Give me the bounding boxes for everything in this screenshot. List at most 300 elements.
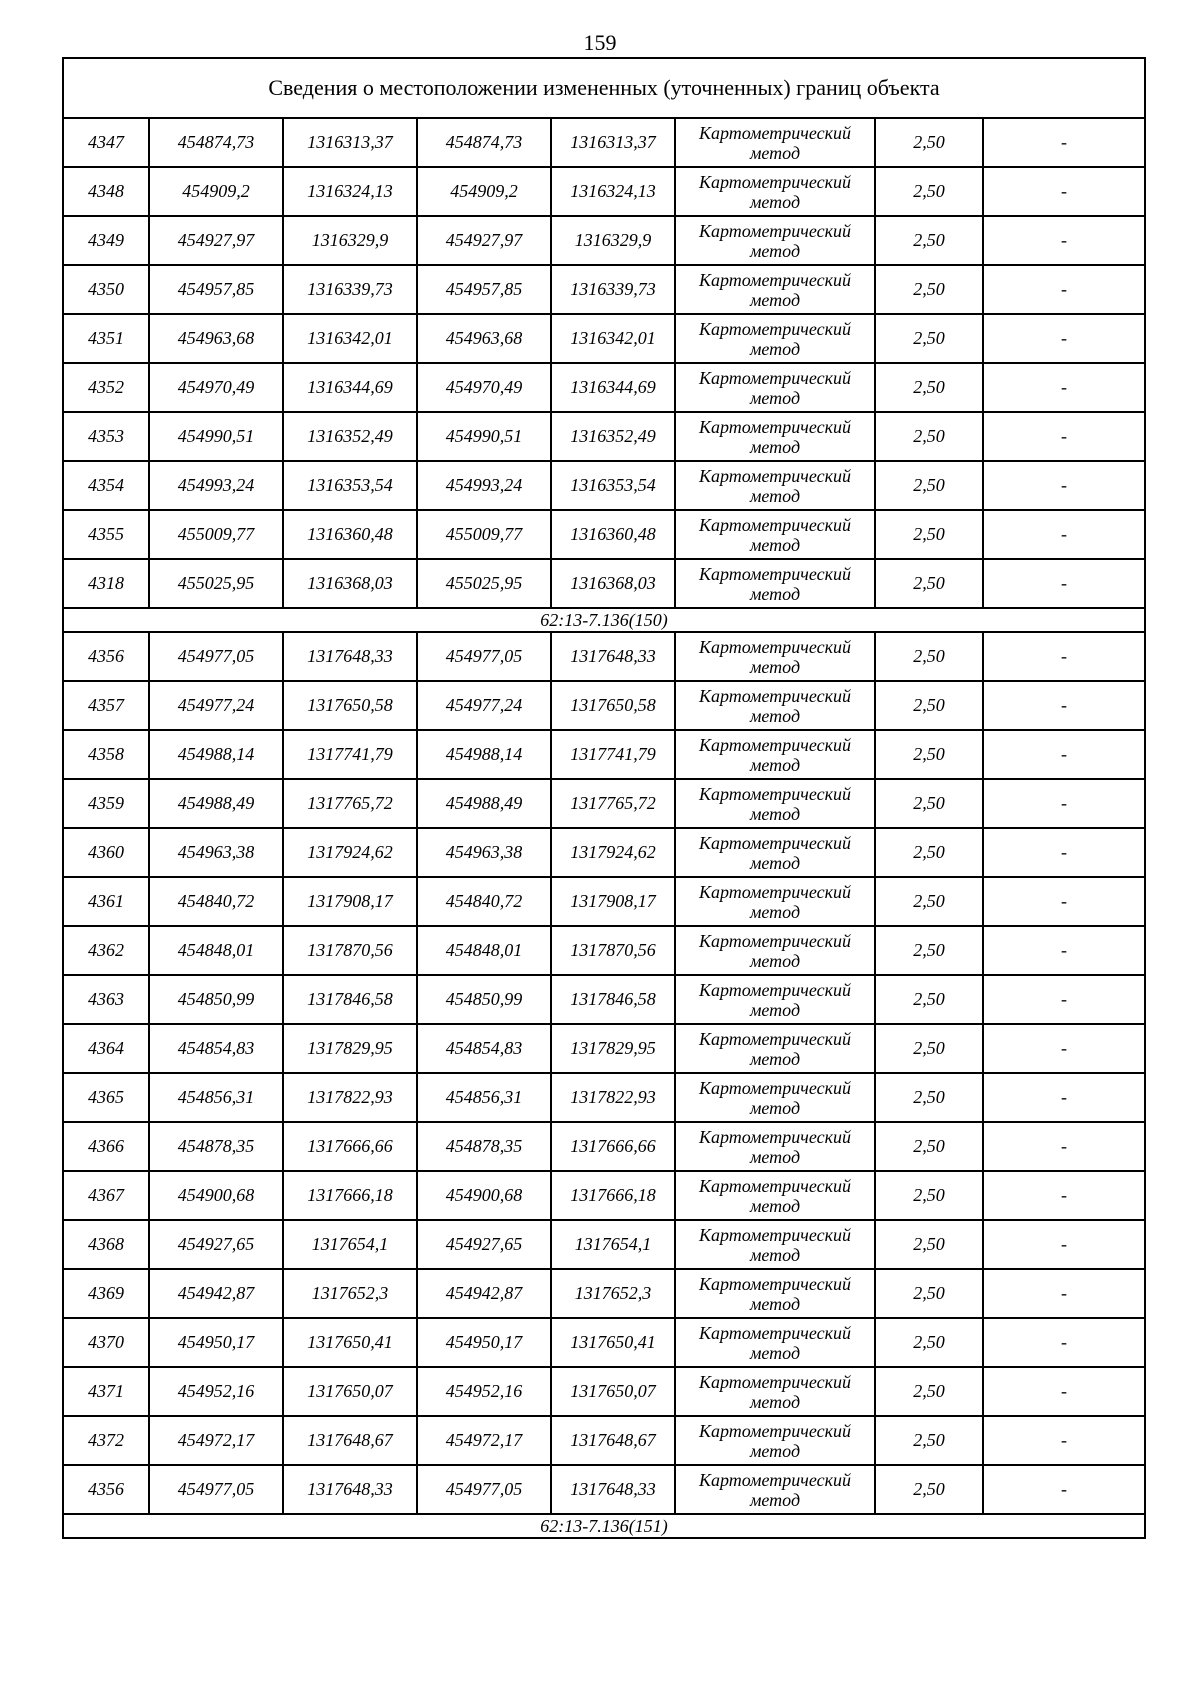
point-number-cell: 4354 xyxy=(63,461,149,510)
table-row xyxy=(63,314,1145,363)
x-new-cell: 454988,49 xyxy=(417,779,551,828)
x-existing-cell: 454963,38 xyxy=(149,828,283,877)
x-existing-cell: 454970,49 xyxy=(149,363,283,412)
y-existing-cell: 1317648,67 xyxy=(283,1416,417,1465)
table-row xyxy=(63,1367,1145,1416)
description-cell: - xyxy=(983,1318,1145,1367)
method-line-2: метод xyxy=(749,387,801,408)
method-cell xyxy=(675,510,875,559)
table-row xyxy=(63,877,1145,926)
method-line-1: Картометрический xyxy=(698,685,851,706)
x-new-cell: 454850,99 xyxy=(417,975,551,1024)
table-row xyxy=(63,1073,1145,1122)
accuracy-cell: 2,50 xyxy=(875,926,983,975)
description-cell: - xyxy=(983,461,1145,510)
description-cell: - xyxy=(983,681,1145,730)
method-line-2: метод xyxy=(749,1244,801,1265)
x-existing-cell: 454927,65 xyxy=(149,1220,283,1269)
x-new-cell: 454970,49 xyxy=(417,363,551,412)
table-row xyxy=(63,1171,1145,1220)
y-new-cell: 1316368,03 xyxy=(551,559,675,608)
table-row xyxy=(63,216,1145,265)
y-new-cell: 1316342,01 xyxy=(551,314,675,363)
method-line-1: Картометрический xyxy=(698,1175,851,1196)
description-cell: - xyxy=(983,1367,1145,1416)
table-row xyxy=(63,412,1145,461)
method-line-1: Картометрический xyxy=(698,1469,851,1490)
point-number-cell: 4361 xyxy=(63,877,149,926)
y-existing-cell: 1316342,01 xyxy=(283,314,417,363)
y-existing-cell: 1317870,56 xyxy=(283,926,417,975)
method-cell xyxy=(675,265,875,314)
method-cell xyxy=(675,681,875,730)
y-new-cell: 1317650,58 xyxy=(551,681,675,730)
method-cell xyxy=(675,412,875,461)
method-cell xyxy=(675,975,875,1024)
table-title-row xyxy=(63,58,1145,118)
y-new-cell: 1316329,9 xyxy=(551,216,675,265)
x-new-cell: 454963,38 xyxy=(417,828,551,877)
point-number-cell: 4357 xyxy=(63,681,149,730)
x-existing-cell: 454952,16 xyxy=(149,1367,283,1416)
method-cell xyxy=(675,1073,875,1122)
x-new-cell: 454848,01 xyxy=(417,926,551,975)
method-cell xyxy=(675,167,875,216)
description-cell: - xyxy=(983,926,1145,975)
method-line-2: метод xyxy=(749,1342,801,1363)
method-line-2: метод xyxy=(749,852,801,873)
description-cell: - xyxy=(983,877,1145,926)
point-number-cell: 4351 xyxy=(63,314,149,363)
description-cell: - xyxy=(983,828,1145,877)
y-existing-cell: 1317924,62 xyxy=(283,828,417,877)
method-cell xyxy=(675,1122,875,1171)
x-existing-cell: 454957,85 xyxy=(149,265,283,314)
x-existing-cell: 454977,05 xyxy=(149,1465,283,1514)
description-cell: - xyxy=(983,314,1145,363)
method-line-1: Картометрический xyxy=(698,563,851,584)
method-line-1: Картометрический xyxy=(698,318,851,339)
x-new-cell: 454909,2 xyxy=(417,167,551,216)
y-new-cell: 1317829,95 xyxy=(551,1024,675,1073)
point-number-cell: 4362 xyxy=(63,926,149,975)
method-line-1: Картометрический xyxy=(698,514,851,535)
point-number-cell: 4356 xyxy=(63,1465,149,1514)
y-new-cell: 1317666,66 xyxy=(551,1122,675,1171)
accuracy-cell: 2,50 xyxy=(875,559,983,608)
accuracy-cell: 2,50 xyxy=(875,730,983,779)
method-line-1: Картометрический xyxy=(698,979,851,1000)
method-line-2: метод xyxy=(749,142,801,163)
y-existing-cell: 1316344,69 xyxy=(283,363,417,412)
method-line-1: Картометрический xyxy=(698,734,851,755)
method-cell xyxy=(675,216,875,265)
method-cell xyxy=(675,1318,875,1367)
method-line-2: метод xyxy=(749,1391,801,1412)
description-cell: - xyxy=(983,118,1145,167)
table-row xyxy=(63,926,1145,975)
x-new-cell: 454993,24 xyxy=(417,461,551,510)
method-line-1: Картометрический xyxy=(698,1371,851,1392)
method-line-2: метод xyxy=(749,1048,801,1069)
accuracy-cell: 2,50 xyxy=(875,1465,983,1514)
method-line-2: метод xyxy=(749,999,801,1020)
method-line-2: метод xyxy=(749,1440,801,1461)
table-title: Сведения о местоположении измененных (уточненных) границ объекта xyxy=(63,58,1145,118)
y-existing-cell: 1317822,93 xyxy=(283,1073,417,1122)
table-row xyxy=(63,779,1145,828)
y-existing-cell: 1317648,33 xyxy=(283,632,417,681)
y-new-cell: 1317822,93 xyxy=(551,1073,675,1122)
x-existing-cell: 455009,77 xyxy=(149,510,283,559)
x-existing-cell: 454856,31 xyxy=(149,1073,283,1122)
x-existing-cell: 454942,87 xyxy=(149,1269,283,1318)
description-cell: - xyxy=(983,265,1145,314)
accuracy-cell: 2,50 xyxy=(875,314,983,363)
y-existing-cell: 1316368,03 xyxy=(283,559,417,608)
method-line-1: Картометрический xyxy=(698,1420,851,1441)
method-line-2: метод xyxy=(749,656,801,677)
x-existing-cell: 454854,83 xyxy=(149,1024,283,1073)
accuracy-cell: 2,50 xyxy=(875,363,983,412)
x-new-cell: 454972,17 xyxy=(417,1416,551,1465)
table-row xyxy=(63,1269,1145,1318)
point-number-cell: 4356 xyxy=(63,632,149,681)
table-row xyxy=(63,1122,1145,1171)
x-new-cell: 454854,83 xyxy=(417,1024,551,1073)
method-cell xyxy=(675,1220,875,1269)
x-existing-cell: 454950,17 xyxy=(149,1318,283,1367)
x-existing-cell: 454972,17 xyxy=(149,1416,283,1465)
description-cell: - xyxy=(983,167,1145,216)
method-line-1: Картометрический xyxy=(698,1077,851,1098)
accuracy-cell: 2,50 xyxy=(875,1318,983,1367)
method-line-2: метод xyxy=(749,705,801,726)
method-line-1: Картометрический xyxy=(698,465,851,486)
method-line-2: метод xyxy=(749,1097,801,1118)
y-existing-cell: 1316313,37 xyxy=(283,118,417,167)
y-new-cell: 1317666,18 xyxy=(551,1171,675,1220)
description-cell: - xyxy=(983,510,1145,559)
table-row xyxy=(63,1416,1145,1465)
x-existing-cell: 454977,05 xyxy=(149,632,283,681)
description-cell: - xyxy=(983,1465,1145,1514)
method-cell xyxy=(675,632,875,681)
point-number-cell: 4367 xyxy=(63,1171,149,1220)
description-cell: - xyxy=(983,975,1145,1024)
accuracy-cell: 2,50 xyxy=(875,1171,983,1220)
method-line-2: метод xyxy=(749,240,801,261)
y-existing-cell: 1317846,58 xyxy=(283,975,417,1024)
method-line-1: Картометрический xyxy=(698,930,851,951)
table-row xyxy=(63,559,1145,608)
description-cell: - xyxy=(983,779,1145,828)
method-cell xyxy=(675,1465,875,1514)
description-cell: - xyxy=(983,1024,1145,1073)
point-number-cell: 4355 xyxy=(63,510,149,559)
x-new-cell: 454927,65 xyxy=(417,1220,551,1269)
table-row xyxy=(63,461,1145,510)
x-existing-cell: 454927,97 xyxy=(149,216,283,265)
y-existing-cell: 1316360,48 xyxy=(283,510,417,559)
x-new-cell: 454990,51 xyxy=(417,412,551,461)
x-new-cell: 454942,87 xyxy=(417,1269,551,1318)
boundary-coordinates-table xyxy=(62,57,1146,1539)
point-number-cell: 4349 xyxy=(63,216,149,265)
method-line-1: Картометрический xyxy=(698,636,851,657)
y-existing-cell: 1317908,17 xyxy=(283,877,417,926)
accuracy-cell: 2,50 xyxy=(875,1220,983,1269)
point-number-cell: 4370 xyxy=(63,1318,149,1367)
method-line-2: метод xyxy=(749,583,801,604)
method-cell xyxy=(675,363,875,412)
method-line-2: метод xyxy=(749,1146,801,1167)
method-line-1: Картометрический xyxy=(698,1028,851,1049)
accuracy-cell: 2,50 xyxy=(875,265,983,314)
y-new-cell: 1317650,07 xyxy=(551,1367,675,1416)
method-line-1: Картометрический xyxy=(698,1126,851,1147)
accuracy-cell: 2,50 xyxy=(875,510,983,559)
x-existing-cell: 454878,35 xyxy=(149,1122,283,1171)
y-existing-cell: 1316324,13 xyxy=(283,167,417,216)
x-new-cell: 455025,95 xyxy=(417,559,551,608)
x-existing-cell: 454990,51 xyxy=(149,412,283,461)
section-label: 62:13-7.136(150) xyxy=(63,608,1145,632)
point-number-cell: 4358 xyxy=(63,730,149,779)
method-cell xyxy=(675,828,875,877)
method-cell xyxy=(675,730,875,779)
y-existing-cell: 1317666,66 xyxy=(283,1122,417,1171)
x-existing-cell: 454848,01 xyxy=(149,926,283,975)
table-row xyxy=(63,265,1145,314)
point-number-cell: 4363 xyxy=(63,975,149,1024)
method-line-2: метод xyxy=(749,1489,801,1510)
y-existing-cell: 1317829,95 xyxy=(283,1024,417,1073)
method-line-1: Картометрический xyxy=(698,881,851,902)
y-existing-cell: 1316353,54 xyxy=(283,461,417,510)
y-new-cell: 1317654,1 xyxy=(551,1220,675,1269)
method-cell xyxy=(675,877,875,926)
x-existing-cell: 454993,24 xyxy=(149,461,283,510)
y-new-cell: 1316360,48 xyxy=(551,510,675,559)
y-new-cell: 1316352,49 xyxy=(551,412,675,461)
point-number-cell: 4366 xyxy=(63,1122,149,1171)
accuracy-cell: 2,50 xyxy=(875,828,983,877)
y-existing-cell: 1316329,9 xyxy=(283,216,417,265)
x-new-cell: 454840,72 xyxy=(417,877,551,926)
method-line-2: метод xyxy=(749,950,801,971)
accuracy-cell: 2,50 xyxy=(875,681,983,730)
method-line-2: метод xyxy=(749,1195,801,1216)
accuracy-cell: 2,50 xyxy=(875,167,983,216)
method-line-1: Картометрический xyxy=(698,1273,851,1294)
point-number-cell: 4372 xyxy=(63,1416,149,1465)
method-line-2: метод xyxy=(749,191,801,212)
x-existing-cell: 454988,49 xyxy=(149,779,283,828)
method-cell xyxy=(675,1269,875,1318)
accuracy-cell: 2,50 xyxy=(875,1024,983,1073)
point-number-cell: 4359 xyxy=(63,779,149,828)
x-existing-cell: 454909,2 xyxy=(149,167,283,216)
x-new-cell: 454900,68 xyxy=(417,1171,551,1220)
y-existing-cell: 1316352,49 xyxy=(283,412,417,461)
description-cell: - xyxy=(983,1269,1145,1318)
x-existing-cell: 454977,24 xyxy=(149,681,283,730)
y-new-cell: 1317741,79 xyxy=(551,730,675,779)
y-existing-cell: 1317652,3 xyxy=(283,1269,417,1318)
y-new-cell: 1317648,33 xyxy=(551,632,675,681)
x-existing-cell: 454900,68 xyxy=(149,1171,283,1220)
accuracy-cell: 2,50 xyxy=(875,412,983,461)
y-existing-cell: 1317650,41 xyxy=(283,1318,417,1367)
section-label-row xyxy=(63,1514,1145,1538)
x-existing-cell: 454963,68 xyxy=(149,314,283,363)
y-new-cell: 1317648,33 xyxy=(551,1465,675,1514)
x-new-cell: 454927,97 xyxy=(417,216,551,265)
table-row xyxy=(63,1318,1145,1367)
table-row xyxy=(63,1465,1145,1514)
method-line-2: метод xyxy=(749,485,801,506)
y-new-cell: 1317648,67 xyxy=(551,1416,675,1465)
y-existing-cell: 1316339,73 xyxy=(283,265,417,314)
y-new-cell: 1317652,3 xyxy=(551,1269,675,1318)
accuracy-cell: 2,50 xyxy=(875,1073,983,1122)
y-new-cell: 1317765,72 xyxy=(551,779,675,828)
method-cell xyxy=(675,118,875,167)
section-label-row xyxy=(63,608,1145,632)
method-line-2: метод xyxy=(749,338,801,359)
method-cell xyxy=(675,779,875,828)
x-new-cell: 454988,14 xyxy=(417,730,551,779)
table-row xyxy=(63,167,1145,216)
description-cell: - xyxy=(983,1122,1145,1171)
y-existing-cell: 1317666,18 xyxy=(283,1171,417,1220)
y-existing-cell: 1317741,79 xyxy=(283,730,417,779)
x-new-cell: 454977,05 xyxy=(417,1465,551,1514)
method-cell xyxy=(675,1024,875,1073)
method-cell xyxy=(675,1171,875,1220)
table-row xyxy=(63,828,1145,877)
description-cell: - xyxy=(983,632,1145,681)
method-line-2: метод xyxy=(749,901,801,922)
method-line-2: метод xyxy=(749,436,801,457)
accuracy-cell: 2,50 xyxy=(875,216,983,265)
description-cell: - xyxy=(983,1416,1145,1465)
table-row xyxy=(63,1220,1145,1269)
y-new-cell: 1317870,56 xyxy=(551,926,675,975)
method-line-1: Картометрический xyxy=(698,1322,851,1343)
method-line-2: метод xyxy=(749,289,801,310)
y-existing-cell: 1317650,58 xyxy=(283,681,417,730)
method-cell xyxy=(675,1367,875,1416)
accuracy-cell: 2,50 xyxy=(875,1122,983,1171)
y-existing-cell: 1317765,72 xyxy=(283,779,417,828)
x-existing-cell: 454850,99 xyxy=(149,975,283,1024)
y-new-cell: 1316324,13 xyxy=(551,167,675,216)
method-line-2: метод xyxy=(749,754,801,775)
table-row xyxy=(63,730,1145,779)
accuracy-cell: 2,50 xyxy=(875,779,983,828)
point-number-cell: 4360 xyxy=(63,828,149,877)
accuracy-cell: 2,50 xyxy=(875,877,983,926)
accuracy-cell: 2,50 xyxy=(875,118,983,167)
table-row xyxy=(63,363,1145,412)
method-line-2: метод xyxy=(749,1293,801,1314)
x-new-cell: 454977,05 xyxy=(417,632,551,681)
point-number-cell: 4350 xyxy=(63,265,149,314)
y-new-cell: 1317846,58 xyxy=(551,975,675,1024)
y-new-cell: 1317908,17 xyxy=(551,877,675,926)
method-cell xyxy=(675,1416,875,1465)
x-new-cell: 454950,17 xyxy=(417,1318,551,1367)
x-existing-cell: 454988,14 xyxy=(149,730,283,779)
table-row xyxy=(63,1024,1145,1073)
table-row xyxy=(63,118,1145,167)
method-line-1: Картометрический xyxy=(698,1224,851,1245)
accuracy-cell: 2,50 xyxy=(875,632,983,681)
table-row xyxy=(63,681,1145,730)
table-row xyxy=(63,975,1145,1024)
point-number-cell: 4365 xyxy=(63,1073,149,1122)
table-row xyxy=(63,510,1145,559)
method-cell xyxy=(675,314,875,363)
description-cell: - xyxy=(983,1171,1145,1220)
description-cell: - xyxy=(983,412,1145,461)
point-number-cell: 4353 xyxy=(63,412,149,461)
accuracy-cell: 2,50 xyxy=(875,1416,983,1465)
method-line-2: метод xyxy=(749,534,801,555)
method-line-1: Картометрический xyxy=(698,832,851,853)
x-new-cell: 454957,85 xyxy=(417,265,551,314)
x-existing-cell: 454840,72 xyxy=(149,877,283,926)
accuracy-cell: 2,50 xyxy=(875,1367,983,1416)
point-number-cell: 4347 xyxy=(63,118,149,167)
y-new-cell: 1316353,54 xyxy=(551,461,675,510)
description-cell: - xyxy=(983,1073,1145,1122)
point-number-cell: 4369 xyxy=(63,1269,149,1318)
x-new-cell: 454878,35 xyxy=(417,1122,551,1171)
y-existing-cell: 1317650,07 xyxy=(283,1367,417,1416)
x-new-cell: 454977,24 xyxy=(417,681,551,730)
method-line-1: Картометрический xyxy=(698,367,851,388)
x-existing-cell: 454874,73 xyxy=(149,118,283,167)
method-line-2: метод xyxy=(749,803,801,824)
y-new-cell: 1317650,41 xyxy=(551,1318,675,1367)
x-new-cell: 455009,77 xyxy=(417,510,551,559)
description-cell: - xyxy=(983,559,1145,608)
y-new-cell: 1316344,69 xyxy=(551,363,675,412)
description-cell: - xyxy=(983,730,1145,779)
description-cell: - xyxy=(983,1220,1145,1269)
point-number-cell: 4352 xyxy=(63,363,149,412)
method-line-1: Картометрический xyxy=(698,416,851,437)
y-new-cell: 1316339,73 xyxy=(551,265,675,314)
method-cell xyxy=(675,461,875,510)
description-cell: - xyxy=(983,363,1145,412)
method-line-1: Картометрический xyxy=(698,122,851,143)
y-new-cell: 1316313,37 xyxy=(551,118,675,167)
table-row xyxy=(63,632,1145,681)
method-line-1: Картометрический xyxy=(698,269,851,290)
x-existing-cell: 455025,95 xyxy=(149,559,283,608)
x-new-cell: 454856,31 xyxy=(417,1073,551,1122)
method-cell xyxy=(675,926,875,975)
point-number-cell: 4348 xyxy=(63,167,149,216)
point-number-cell: 4318 xyxy=(63,559,149,608)
accuracy-cell: 2,50 xyxy=(875,1269,983,1318)
point-number-cell: 4364 xyxy=(63,1024,149,1073)
section-label: 62:13-7.136(151) xyxy=(63,1514,1145,1538)
